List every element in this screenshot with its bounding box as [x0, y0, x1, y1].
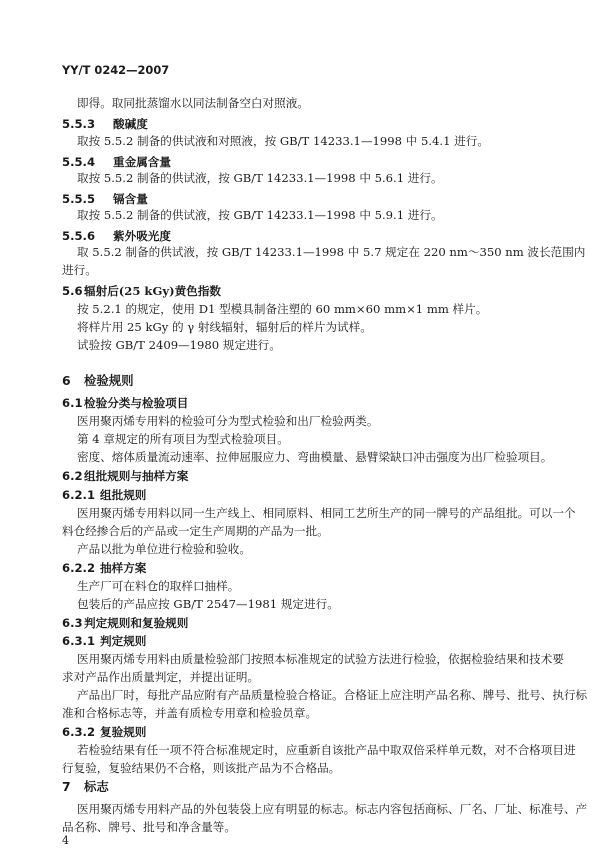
paragraph-line: 取 5.5.2 制备的供试液，按 GB/T 14233.1—1998 中 5.7 规定在 220 nm～350 nm 波长范围内 [77, 245, 586, 259]
section-number: 6.3.2 [62, 725, 96, 739]
paragraph-line: 料仓经掺合后的产品或一定生产周期的产品为一批。 [62, 524, 329, 538]
section-number: 6.3 [62, 616, 83, 630]
section-title: 检验分类与检验项目 [84, 396, 189, 410]
chapter-title: 标志 [84, 779, 109, 794]
paragraph-line: 产品以批为单位进行检验和验收。 [77, 542, 251, 556]
paragraph-line: 密度、熔体质量流动速率、拉伸屈服应力、弯曲模量、悬臂梁缺口冲击强度为出厂检验项目。 [77, 450, 553, 464]
paragraph-line: 取按 5.5.2 制备的供试液，按 GB/T 14233.1—1998 中 5.6.1 进行。 [77, 171, 443, 185]
paragraph-line: 包装后的产品应按 GB/T 2547—1981 规定进行。 [77, 597, 339, 611]
paragraph-line: 进行。 [62, 263, 97, 277]
section-title: 组批规则与抽样方案 [84, 469, 189, 483]
section-number: 6.2.2 [62, 561, 96, 575]
standard-id-header: YY/T 0242—2007 [62, 63, 170, 77]
section-title: 紫外吸光度 [113, 229, 171, 243]
section-number: 6.2.1 [62, 488, 96, 502]
section-number: 5.5.3 [62, 117, 96, 131]
paragraph-line: 若检验结果有任一项不符合标准规定时，应重新自该批产品中取双倍采样单元数，对不合格项目进 [77, 743, 576, 757]
chapter-number: 6 [62, 373, 71, 388]
paragraph-line: 取按 5.5.2 制备的供试液和对照液，按 GB/T 14233.1—1998 中 5.4.1 进行。 [77, 134, 489, 148]
paragraph-line: 生产厂可在料仓的取样口抽样。 [77, 579, 240, 593]
section-number: 6.2 [62, 469, 83, 483]
section-title: 抽样方案 [100, 561, 147, 575]
paragraph-line: 准和合格标志等，并盖有质检专用章和检验员章。 [62, 706, 318, 720]
paragraph-line: 品名称、牌号、批号和净含量等。 [62, 820, 236, 834]
paragraph-line: 第 4 章规定的所有项目为型式检验项目。 [77, 432, 289, 446]
paragraph-line: 医用聚丙烯专用料的检验可分为型式检验和出厂检验两类。 [77, 414, 379, 428]
section-number: 5.5.6 [62, 229, 96, 243]
chapter-number: 7 [62, 779, 71, 794]
paragraph-line: 求对产品作出质量判定，并提出证明。 [62, 670, 260, 684]
page-number: 4 [62, 834, 69, 847]
chapter-title: 检验规则 [84, 373, 134, 388]
section-title: 组批规则 [100, 488, 147, 502]
paragraph-line: 取按 5.5.2 制备的供试液，按 GB/T 14233.1—1998 中 5.9.1 进行。 [77, 208, 443, 222]
section-title: 重金属含量 [113, 155, 171, 169]
paragraph-line: 行复验，复验结果仍不合格，则该批产品为不合格品。 [62, 761, 341, 775]
section-title: 复验规则 [100, 725, 147, 739]
section-number: 5.6 [62, 284, 83, 298]
section-title: 辐射后(25 kGy)黄色指数 [84, 284, 221, 298]
section-title: 判定规则 [100, 634, 147, 648]
paragraph-line: 试验按 GB/T 2409—1980 规定进行。 [77, 338, 281, 352]
paragraph-line: 按 5.2.1 的规定，使用 D1 型模具制备注塑的 60 mm×60 mm×1 mm 样片。 [77, 302, 488, 316]
paragraph-line: 即得。取同批蒸馏水以同法制备空白对照液。 [77, 96, 309, 110]
section-title: 镉含量 [113, 192, 148, 206]
paragraph-line: 将样片用 25 kGy 的 γ 射线辐射，辐射后的样片为试样。 [77, 320, 372, 334]
section-number: 5.5.4 [62, 155, 96, 169]
section-title: 判定规则和复验规则 [84, 616, 189, 630]
section-number: 5.5.5 [62, 192, 96, 206]
section-number: 6.3.1 [62, 634, 96, 648]
paragraph-line: 医用聚丙烯专用料以同一生产线上、相同原料、相同工艺所生产的同一牌号的产品组批。可以一个 [77, 506, 576, 520]
paragraph-line: 产品出厂时，每批产品应附有产品质量检验合格证。合格证上应注明产品名称、牌号、批号、执行标 [77, 688, 588, 702]
paragraph-line: 医用聚丙烯专用料由质量检验部门按照本标准规定的试验方法进行检验，依据检验结果和技术要 [77, 652, 564, 666]
section-number: 6.1 [62, 396, 83, 410]
paragraph-line: 医用聚丙烯专用料产品的外包装袋上应有明显的标志。标志内容包括商标、厂名、厂址、标准号、产 [77, 802, 588, 816]
section-title: 酸碱度 [113, 117, 148, 131]
